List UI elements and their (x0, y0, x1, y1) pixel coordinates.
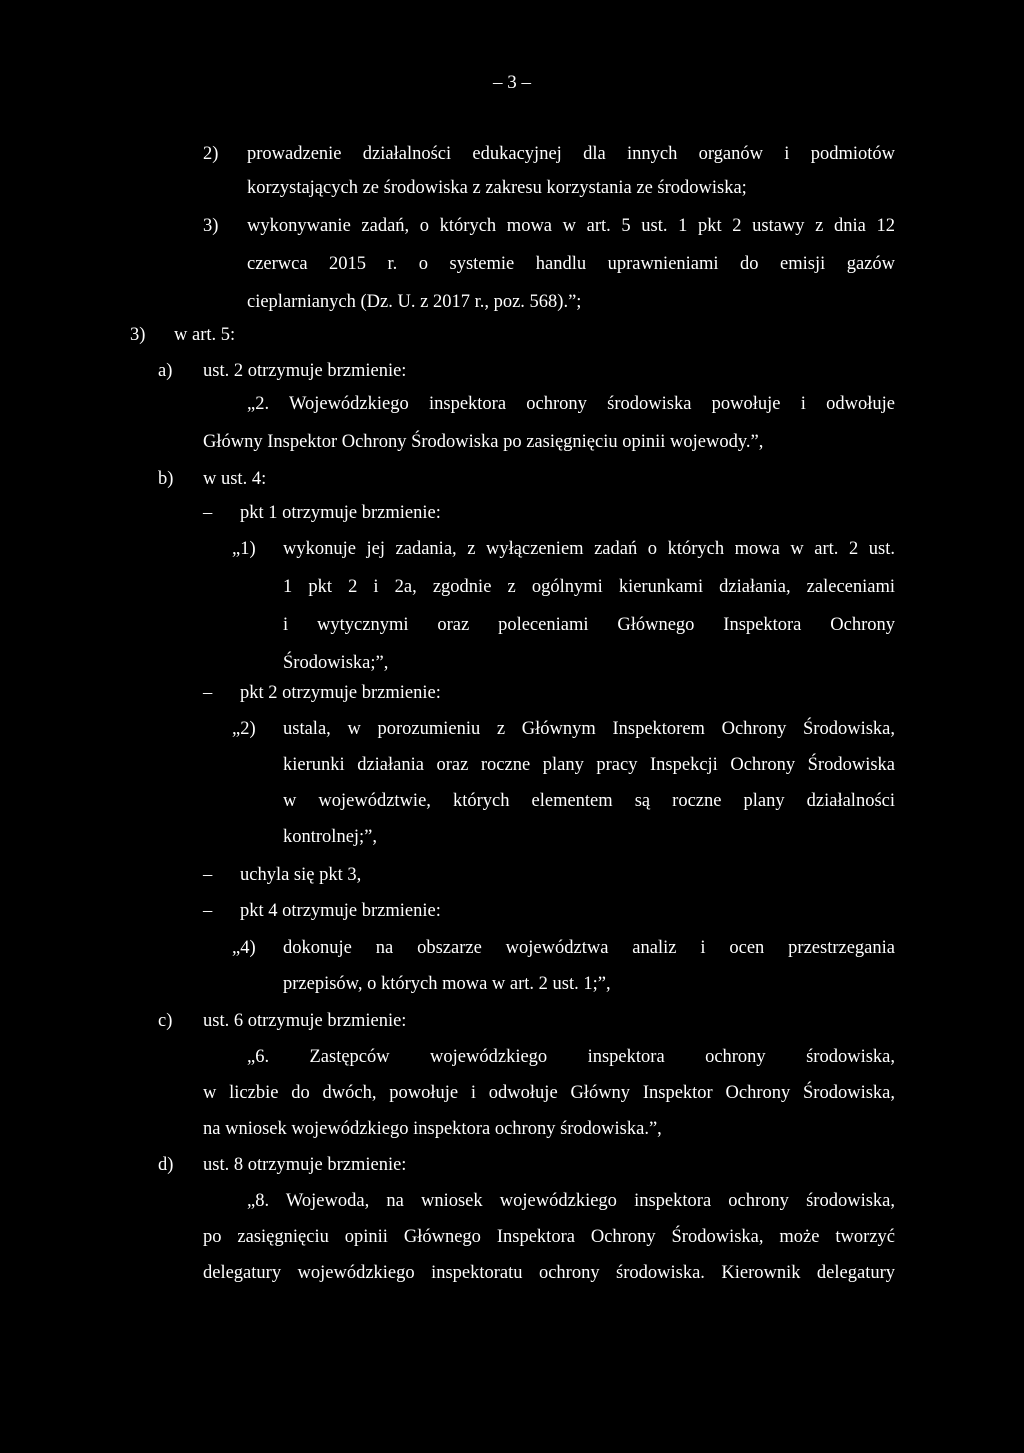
text-line: i wytycznymi oraz poleceniami Głównego Inspektora Ochrony (283, 615, 895, 635)
text-line: przepisów, o których mowa w art. 2 ust. 1;”, (283, 974, 611, 994)
list-item-text (247, 137, 895, 205)
quoted-text (203, 1040, 895, 1146)
dash-text: pkt 1 otrzymuje brzmienie: (240, 503, 441, 523)
text-line: ustala, w porozumieniu z Głównym Inspektorem Ochrony Środowiska, (283, 719, 895, 739)
text-line: w liczbie do dwóch, powołuje i odwołuje Główny Inspektor Ochrony Środowiska, (203, 1083, 895, 1103)
text-line: kierunki działania oraz roczne plany pracy Inspekcji Ochrony Środowiska (283, 755, 895, 775)
dash: – (203, 683, 213, 703)
text-line: czerwca 2015 r. o systemie handlu uprawnieniami do emisji gazów (247, 254, 895, 274)
letter-text: w ust. 4: (203, 469, 267, 489)
text-line: Główny Inspektor Ochrony Środowiska po zasięgnięciu opinii wojewody.”, (203, 432, 764, 452)
point-text: w art. 5: (174, 325, 236, 345)
quoted-point-text (283, 532, 895, 680)
letter-text: ust. 6 otrzymuje brzmienie: (203, 1011, 407, 1031)
page-number: – 3 – (493, 72, 531, 93)
text-line: wykonuje jej zadania, z wyłączeniem zadań o których mowa w art. 2 ust. (283, 539, 895, 559)
quoted-point-label: „1) (232, 539, 256, 559)
text-line: Środowiska;”, (283, 653, 389, 673)
text-line: kontrolnej;”, (283, 827, 378, 847)
dash: – (203, 865, 213, 885)
text-line: „6. Zastępców wojewódzkiego inspektora ochrony środowiska, (247, 1047, 895, 1067)
list-item-label: 3) (203, 216, 219, 236)
text-line: w województwie, których elementem są roczne plany działalności (283, 791, 895, 811)
text-line: dokonuje na obszarze województwa analiz i ocen przestrzegania (283, 938, 895, 958)
dash-text: pkt 4 otrzymuje brzmienie: (240, 901, 441, 921)
text-line: wykonywanie zadań, o których mowa w art. 5 ust. 1 pkt 2 ustawy z dnia 12 (247, 216, 895, 236)
quoted-point-label: „4) (232, 938, 256, 958)
list-item-text (247, 209, 895, 319)
text-line: delegatury wojewódzkiego inspektoratu ochrony środowiska. Kierownik delegatury (203, 1263, 895, 1283)
letter-label: a) (158, 361, 173, 381)
text-line: 1 pkt 2 i 2a, zgodnie z ogólnymi kierunkami działania, zaleceniami (283, 577, 895, 597)
text-line: korzystających ze środowiska z zakresu korzystania ze środowiska; (247, 178, 747, 198)
dash: – (203, 503, 213, 523)
letter-text: ust. 8 otrzymuje brzmienie: (203, 1155, 407, 1175)
text-line: na wniosek wojewódzkiego inspektora ochrony środowiska.”, (203, 1119, 662, 1139)
text-line: prowadzenie działalności edukacyjnej dla innych organów i podmiotów (247, 144, 895, 164)
text-line: cieplarnianych (Dz. U. z 2017 r., poz. 568).”; (247, 292, 582, 312)
dash: – (203, 901, 213, 921)
quoted-point-text (283, 712, 895, 854)
letter-label: d) (158, 1155, 174, 1175)
text-line: po zasięgnięciu opinii Głównego Inspektora Ochrony Środowiska, może tworzyć (203, 1227, 895, 1247)
quoted-point-text (283, 931, 895, 1001)
letter-text: ust. 2 otrzymuje brzmienie: (203, 361, 407, 381)
dash-text: pkt 2 otrzymuje brzmienie: (240, 683, 441, 703)
letter-label: c) (158, 1011, 173, 1031)
quoted-text (203, 387, 895, 459)
quoted-point-label: „2) (232, 719, 256, 739)
text-line: „2. Wojewódzkiego inspektora ochrony środowiska powołuje i odwołuje (247, 394, 895, 414)
letter-label: b) (158, 469, 174, 489)
quoted-text (203, 1184, 895, 1290)
dash-text: uchyla się pkt 3, (240, 865, 362, 885)
point-label: 3) (130, 325, 146, 345)
text-line: „8. Wojewoda, na wniosek wojewódzkiego inspektora ochrony środowiska, (247, 1191, 895, 1211)
list-item-label: 2) (203, 144, 219, 164)
